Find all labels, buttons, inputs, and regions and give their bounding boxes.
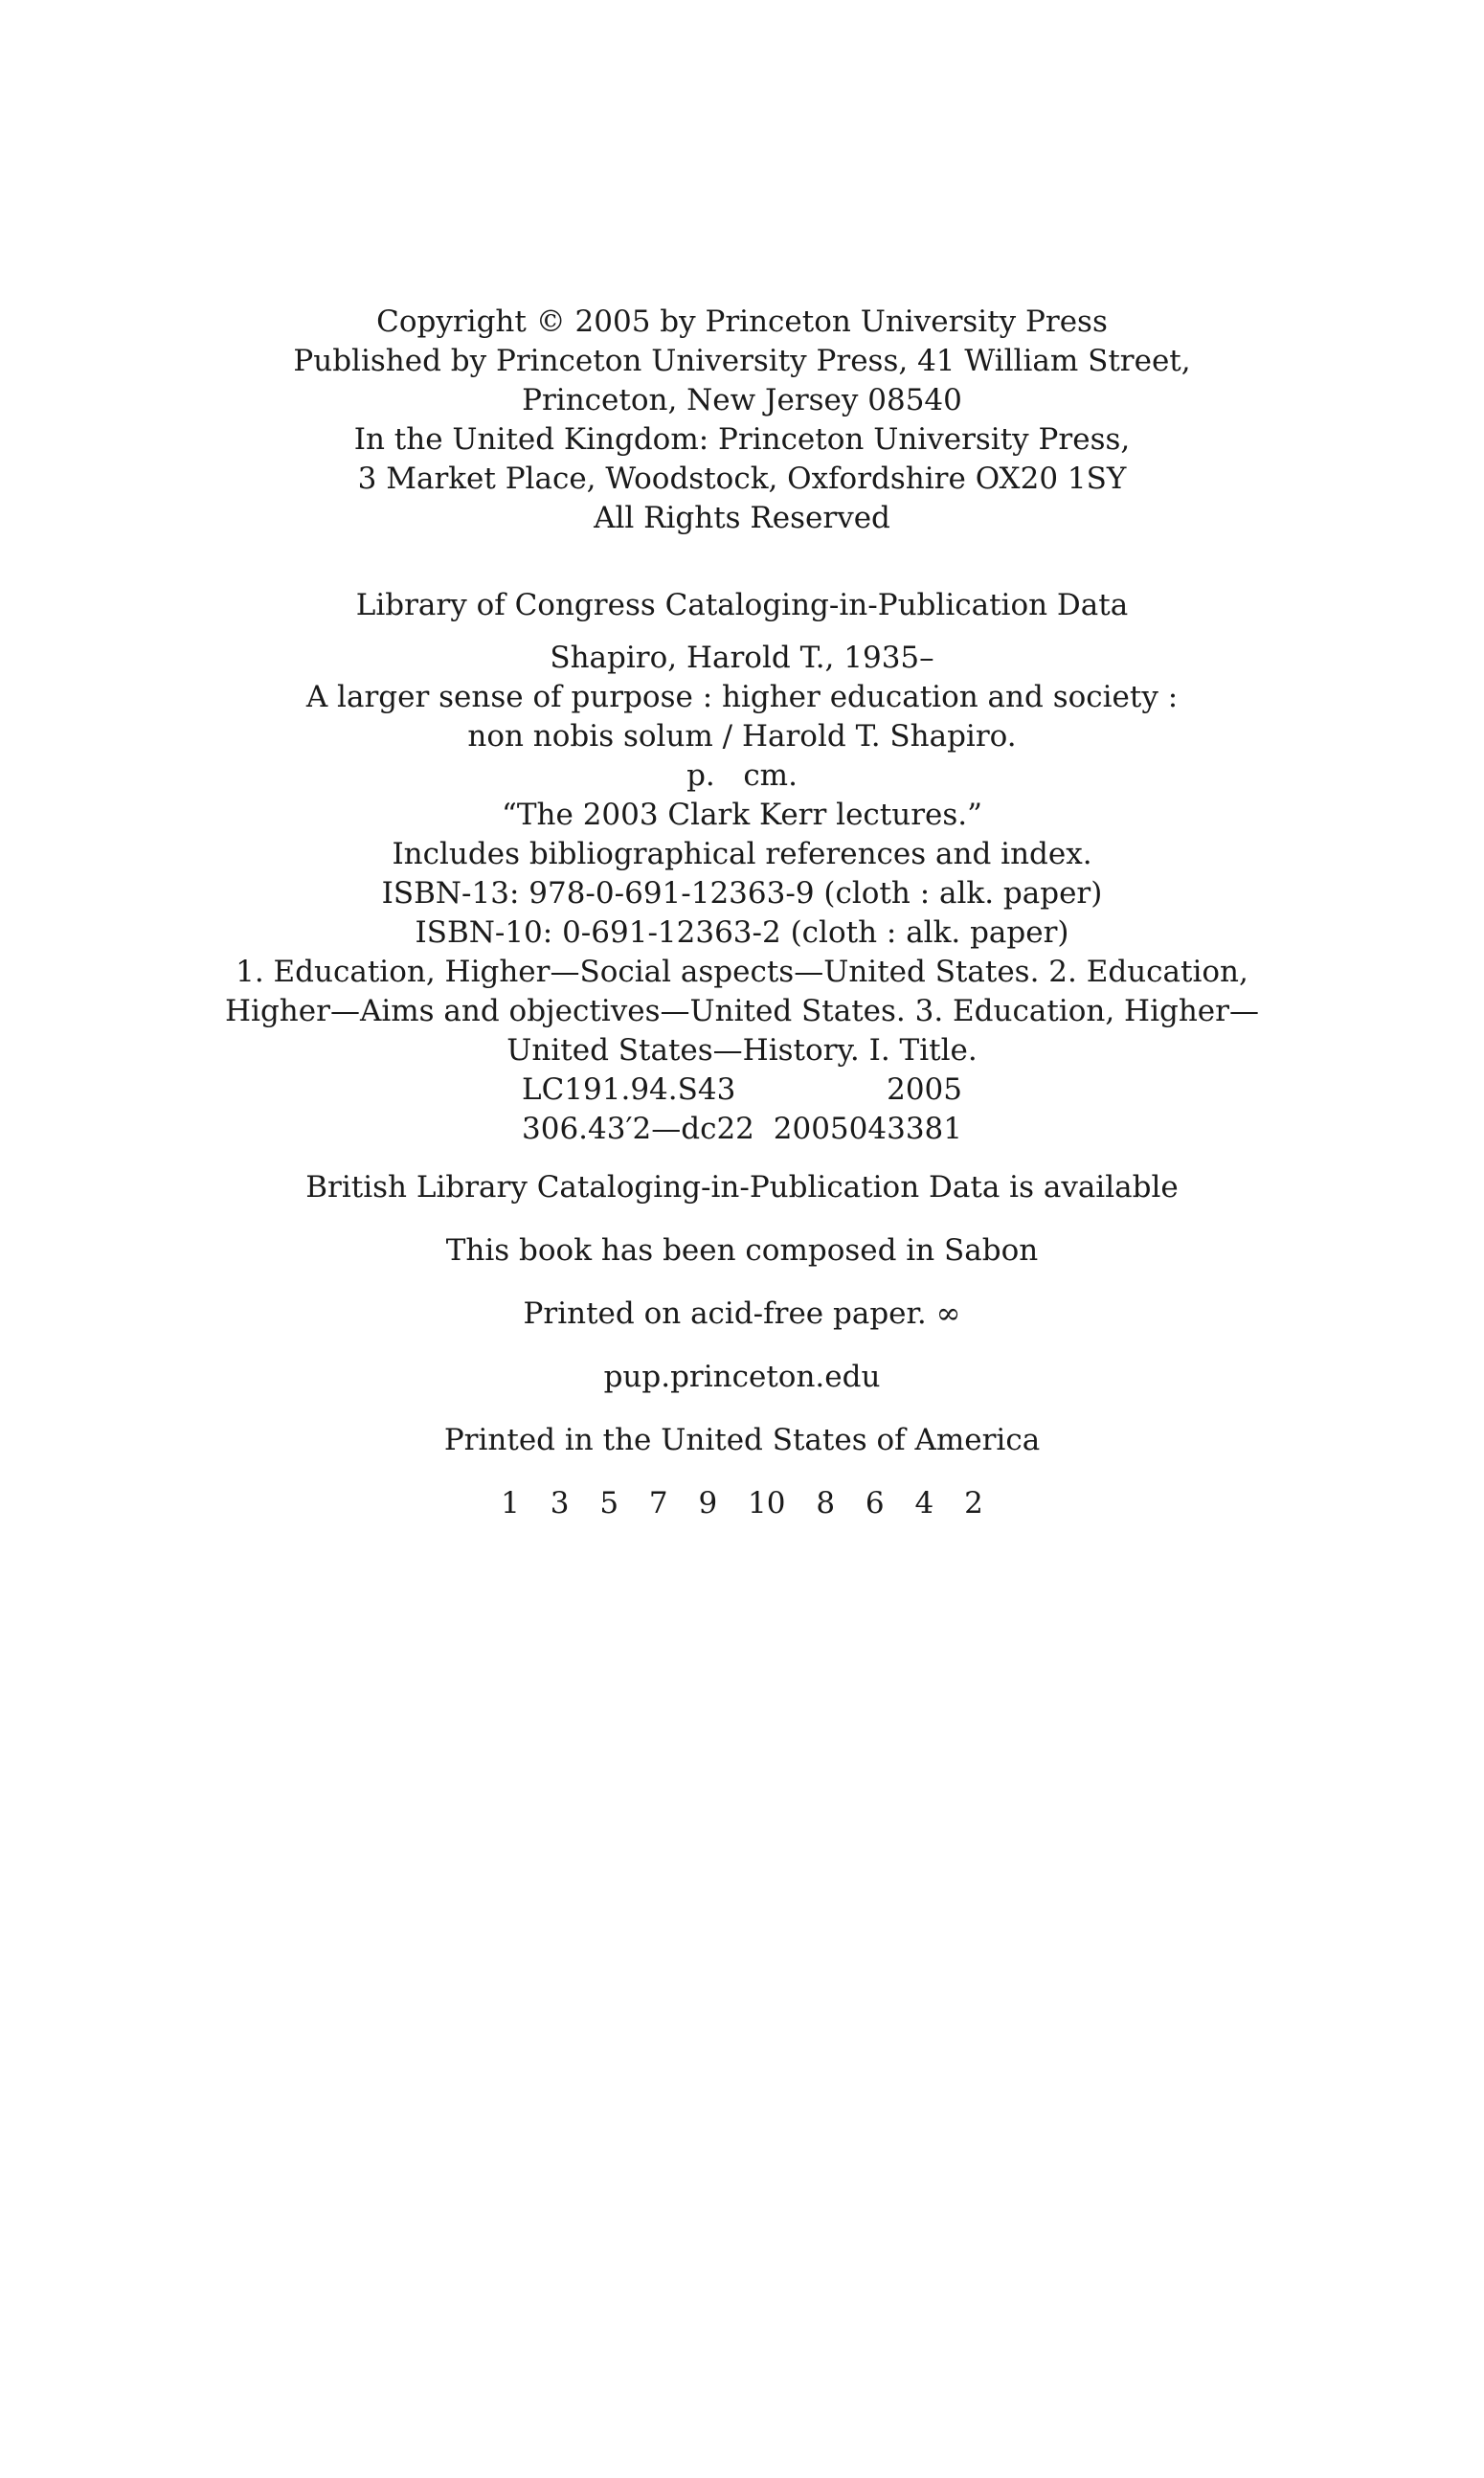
composed-line: This book has been composed in Sabon	[445, 1233, 1039, 1268]
website-line: pup.princeton.edu	[603, 1360, 881, 1394]
cip-block	[0, 639, 1484, 1149]
lccn-number: 2005043381	[773, 1112, 962, 1146]
printed-in-line: Printed in the United States of America	[443, 1423, 1041, 1457]
dewey-number: 306.43′2—dc22	[522, 1112, 754, 1146]
cip-subject-line-2: Higher—Aims and objectives—United States. 3. Education, Higher—	[225, 994, 1259, 1028]
cip-note-line: “The 2003 Clark Kerr lectures.”	[502, 798, 982, 832]
uk-address-line: 3 Market Place, Woodstock, Oxfordshire OX20 1SY	[357, 462, 1127, 496]
printing-numbers-line: 1 3 5 7 9 10 8 6 4 2	[501, 1486, 983, 1521]
copyright-line: Copyright © 2005 by Princeton University Press	[376, 304, 1108, 339]
cip-subject-line-3: United States—History. I. Title.	[506, 1033, 978, 1068]
cip-pagination-line: p. cm.	[686, 758, 798, 793]
cip-dewey-line	[0, 1110, 1484, 1149]
lc-call-number: LC191.94.S43	[522, 1072, 736, 1107]
cip-bibliography-line: Includes bibliographical references and index.	[392, 837, 1092, 871]
cip-subject-line-1: 1. Education, Higher—Social aspects—United States. 2. Education,	[236, 955, 1248, 989]
cip-isbn10-line: ISBN-10: 0-691-12363-2 (cloth : alk. paper)	[415, 915, 1069, 950]
publisher-address-line: Princeton, New Jersey 08540	[522, 383, 962, 417]
publisher-line: Published by Princeton University Press, 41 William Street,	[293, 344, 1191, 378]
cip-title-line: A larger sense of purpose : higher education and society :	[305, 680, 1179, 714]
copyright-block	[0, 303, 1484, 538]
cip-heading: Library of Congress Cataloging-in-Publication Data	[355, 588, 1129, 622]
cip-isbn13-line: ISBN-13: 978-0-691-12363-9 (cloth : alk. paper)	[381, 876, 1103, 911]
lc-year: 2005	[887, 1072, 962, 1107]
cip-title-continued-line: non nobis solum / Harold T. Shapiro.	[467, 719, 1017, 754]
acid-free-paper-line: Printed on acid-free paper. ∞	[523, 1296, 961, 1331]
british-library-line: British Library Cataloging-in-Publication Data is available	[305, 1170, 1179, 1205]
cip-call-number-line	[0, 1070, 1484, 1110]
uk-publisher-line: In the United Kingdom: Princeton University Press,	[353, 422, 1131, 457]
cip-author-line: Shapiro, Harold T., 1935–	[550, 641, 934, 675]
rights-line: All Rights Reserved	[594, 501, 890, 535]
